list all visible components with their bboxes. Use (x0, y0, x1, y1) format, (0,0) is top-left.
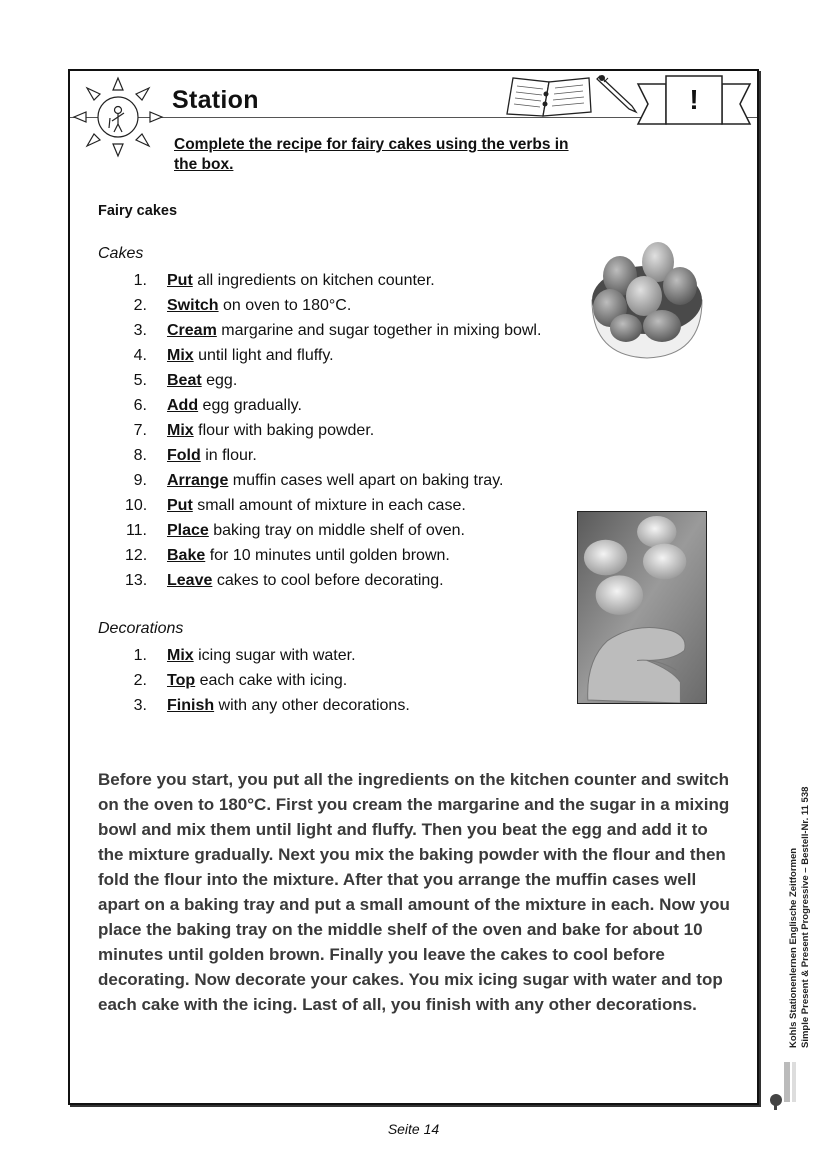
page-number: Seite 14 (387, 1121, 440, 1137)
step-verb: Bake (167, 547, 206, 564)
step-verb: Put (167, 497, 193, 514)
step-item (98, 668, 410, 693)
step-verb: Arrange (167, 472, 229, 489)
step-text: icing sugar with water. (193, 647, 356, 664)
step-text: egg gradually. (198, 397, 302, 414)
step-text: muffin cases well apart on baking tray. (228, 472, 504, 489)
step-text: on oven to 180°C. (218, 297, 352, 314)
side-text-line-1: Kohls Stationenlernen Englische Zeitformen (788, 847, 799, 1048)
step-item (98, 418, 541, 443)
cupcakes-photo (577, 511, 707, 704)
step-item (98, 543, 541, 568)
step-number: 2. (133, 297, 147, 314)
step-number: 2. (133, 672, 147, 689)
step-item (98, 318, 541, 343)
open-book-icon (503, 74, 595, 118)
pen-icon (596, 72, 640, 116)
step-number: 11. (125, 522, 147, 539)
step-verb: Add (167, 397, 199, 414)
step-number: 7. (133, 422, 147, 439)
task-instruction: Complete the recipe for fairy cakes using the verbs in the box. (174, 136, 569, 173)
step-text: each cake with icing. (195, 672, 348, 689)
step-number: 12. (125, 547, 148, 564)
step-text: margarine and sugar together in mixing bowl. (216, 322, 542, 339)
decorations-section-label: Decorations (98, 620, 184, 637)
sun-emblem-icon (72, 76, 164, 158)
step-number: 6. (133, 397, 147, 414)
recipe-paragraph: Before you start, you put all the ingredients on the kitchen counter and switch on the oven to 180°C. First you cream the margarine and the sugar in a mixing bowl and mix them until light and fluffy. Then you beat the egg and add it to the mixture gradually. Next you mix the baking powder with the flour and then fold the flour into the mixture. After that you arrange the muffin cases well apart on a baking tray and put a small amount of the mixture in each. Now you place the baking tray on the middle shelf of the oven and bake for about 10 minutes until golden brown. Finally you leave the cakes to cool before decorating. Now decorate your cakes. You mix icing sugar with water and top each cake with the icing. Last of all, you finish with any other decorations. (98, 770, 730, 1014)
step-number: 3. (133, 697, 147, 714)
step-text: small amount of mixture in each case. (192, 497, 466, 514)
step-verb: Switch (167, 297, 219, 314)
step-text: cakes to cool before decorating. (212, 572, 444, 589)
step-verb: Mix (167, 422, 194, 439)
step-item (98, 393, 541, 418)
step-text: egg. (201, 372, 238, 389)
step-number: 4. (133, 347, 147, 364)
exclamation-mark: ! (689, 84, 699, 115)
step-item (98, 643, 410, 668)
publisher-side-text (788, 768, 812, 1048)
step-verb: Mix (167, 347, 194, 364)
step-text: all ingredients on kitchen counter. (192, 272, 435, 289)
step-item (98, 518, 541, 543)
step-item (98, 368, 541, 393)
step-verb: Top (167, 672, 196, 689)
step-number: 1. (133, 272, 147, 289)
step-item (98, 468, 541, 493)
step-item (98, 493, 541, 518)
step-number: 10. (125, 497, 148, 514)
decorations-steps-list (98, 643, 410, 718)
step-item (98, 268, 541, 293)
step-item (98, 443, 541, 468)
step-number: 9. (133, 472, 147, 489)
step-verb: Leave (167, 572, 213, 589)
step-item (98, 693, 410, 718)
step-text: for 10 minutes until golden brown. (205, 547, 450, 564)
step-text: with any other decorations. (214, 697, 410, 714)
publisher-logo (768, 1058, 798, 1110)
step-verb: Beat (167, 372, 202, 389)
cakes-steps-list (98, 268, 541, 593)
step-verb: Put (167, 272, 193, 289)
step-verb: Place (167, 522, 209, 539)
recipe-title: Fairy cakes (98, 203, 178, 219)
step-number: 13. (125, 572, 148, 589)
step-text: baking tray on middle shelf of oven. (208, 522, 465, 539)
eggs-bowl-photo (588, 238, 706, 362)
step-number: 8. (133, 447, 147, 464)
step-verb: Cream (167, 322, 217, 339)
step-number: 1. (133, 647, 147, 664)
step-number: 3. (133, 322, 147, 339)
page-title: Station (172, 86, 259, 114)
step-text: until light and fluffy. (193, 347, 334, 364)
step-item (98, 343, 541, 368)
step-item (98, 293, 541, 318)
side-text-line-2: Simple Present & Present Progressive – Bestell-Nr. 11 538 (800, 786, 811, 1048)
step-verb: Finish (167, 697, 215, 714)
step-verb: Mix (167, 647, 194, 664)
step-verb: Fold (167, 447, 201, 464)
step-number: 5. (133, 372, 147, 389)
cakes-section-label: Cakes (98, 245, 144, 262)
step-text: in flour. (200, 447, 257, 464)
step-item (98, 568, 541, 593)
step-text: flour with baking powder. (193, 422, 375, 439)
